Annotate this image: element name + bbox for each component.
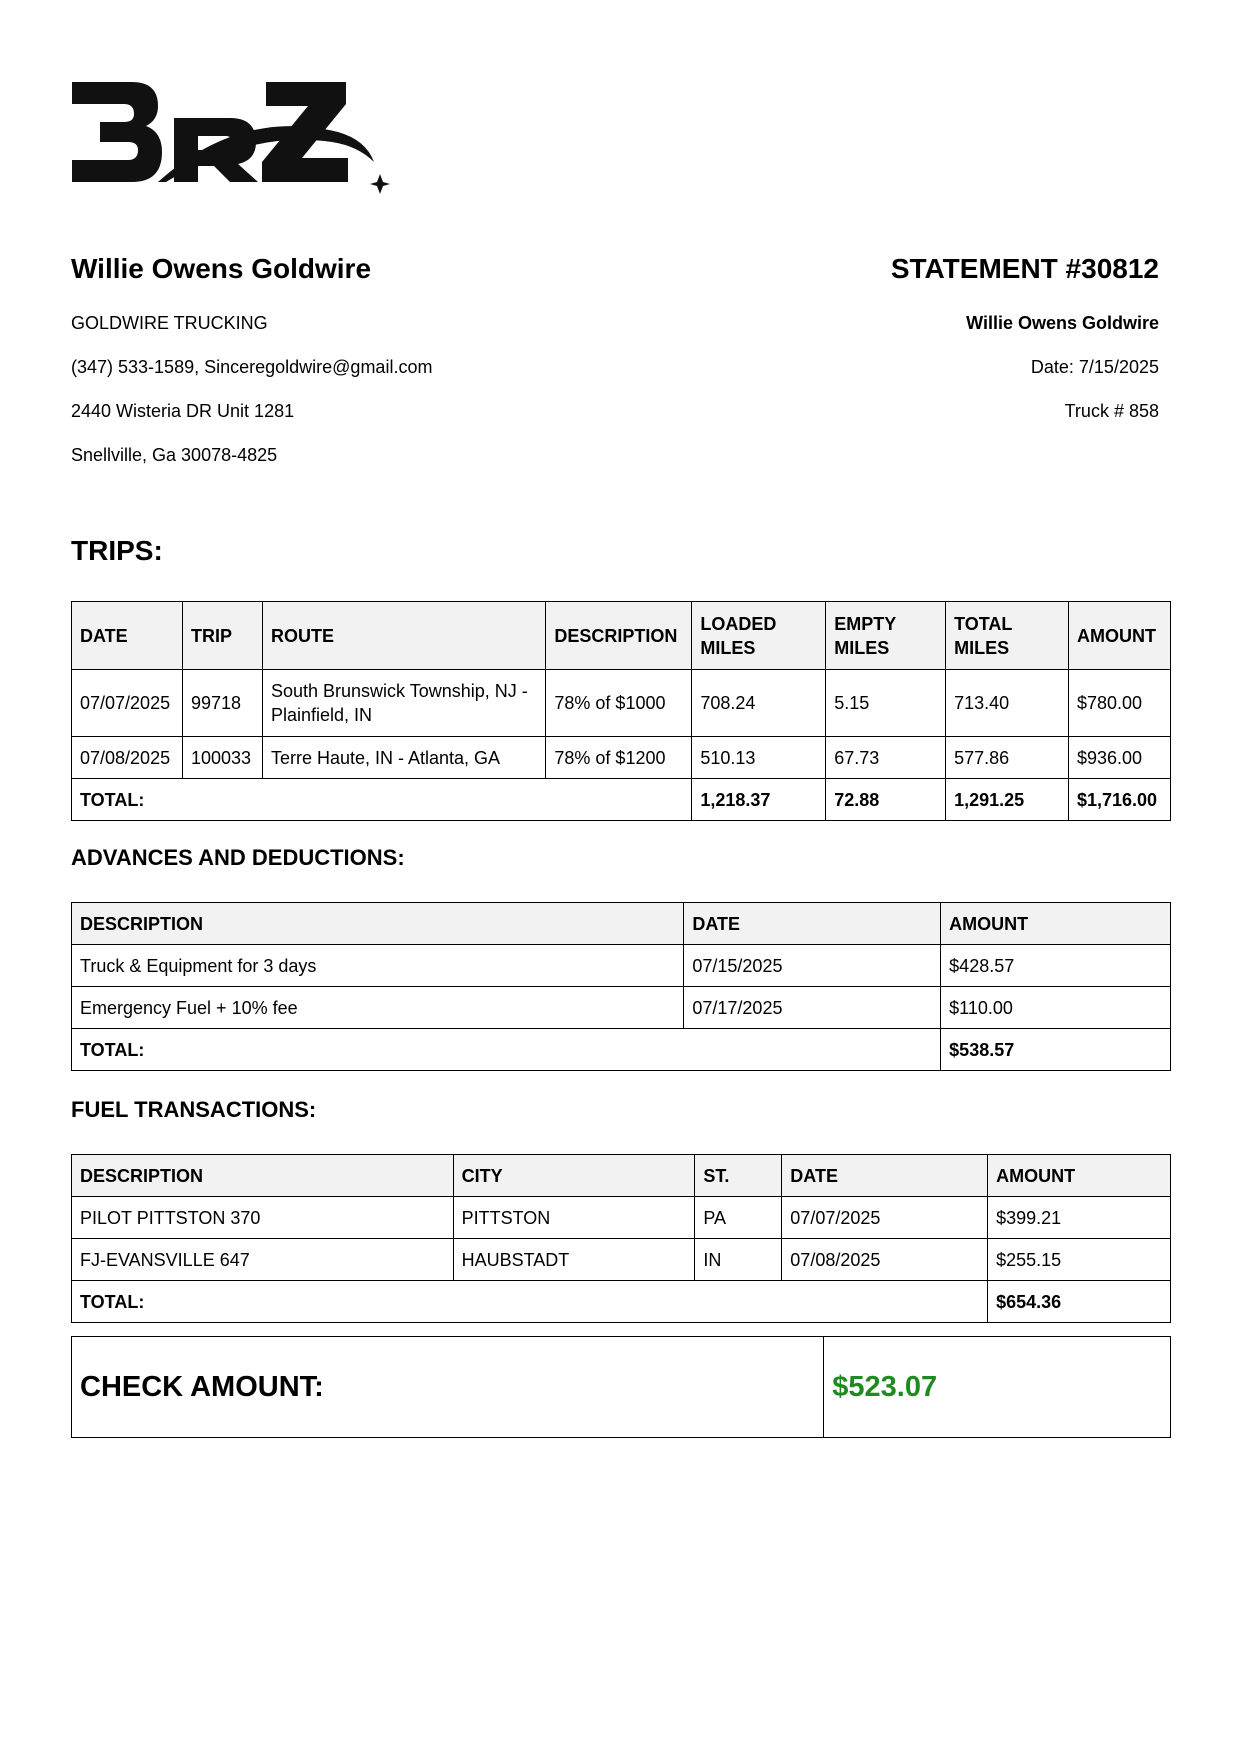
- advance-amount: $428.57: [941, 945, 1171, 987]
- fuel-description: FJ-EVANSVILLE 647: [72, 1239, 454, 1281]
- total-amount: $538.57: [941, 1029, 1171, 1071]
- total-empty-miles: 72.88: [826, 779, 946, 821]
- header-date: DATE: [684, 903, 941, 945]
- statement-title: STATEMENT #30812: [890, 253, 1159, 284]
- trip-route: South Brunswick Township, NJ - Plainfield, IN: [262, 670, 545, 737]
- advance-date: 07/17/2025: [684, 987, 941, 1029]
- table-row: [72, 1239, 1171, 1281]
- table-row: [72, 670, 1171, 737]
- total-amount: $1,716.00: [1068, 779, 1170, 821]
- check-amount-value: $523.07: [824, 1337, 1171, 1438]
- header-loaded-miles: LOADED MILES: [692, 602, 826, 670]
- advances-table: [71, 902, 1171, 1071]
- total-row: [72, 779, 1171, 821]
- header-description: DESCRIPTION: [72, 1155, 454, 1197]
- header-amount: AMOUNT: [1068, 602, 1170, 670]
- table-row: [72, 1197, 1171, 1239]
- check-row: [72, 1337, 1171, 1438]
- statement-recipient: Willie Owens Goldwire: [966, 313, 1159, 333]
- trip-empty-miles: 67.73: [826, 737, 946, 779]
- trip-total-miles: 577.86: [946, 737, 1069, 779]
- total-row: [72, 1281, 1171, 1323]
- advance-date: 07/15/2025: [684, 945, 941, 987]
- header-trip: TRIP: [182, 602, 262, 670]
- table-row: [72, 987, 1171, 1029]
- statement-info: [599, 252, 1159, 422]
- fuel-city: PITTSTON: [453, 1197, 695, 1239]
- address-line1: 2440 Wisteria DR Unit 1281: [71, 401, 295, 421]
- company-info: [71, 252, 631, 466]
- header-state: ST.: [695, 1155, 782, 1197]
- table-row: [72, 737, 1171, 779]
- trip-number: 99718: [182, 670, 262, 737]
- advances-title: ADVANCES AND DEDUCTIONS:: [71, 845, 405, 870]
- fuel-city: HAUBSTADT: [453, 1239, 695, 1281]
- total-label: TOTAL:: [72, 1281, 988, 1323]
- total-label: TOTAL:: [72, 1029, 941, 1071]
- fuel-state: IN: [695, 1239, 782, 1281]
- contact-info: (347) 533-1589, Sinceregoldwire@gmail.com: [71, 357, 433, 377]
- advance-amount: $110.00: [941, 987, 1171, 1029]
- trip-amount: $780.00: [1068, 670, 1170, 737]
- trip-route: Terre Haute, IN - Atlanta, GA: [262, 737, 545, 779]
- table-row: [72, 945, 1171, 987]
- trip-number: 100033: [182, 737, 262, 779]
- header-description: DESCRIPTION: [72, 903, 684, 945]
- header-city: CITY: [453, 1155, 695, 1197]
- total-amount: $654.36: [988, 1281, 1171, 1323]
- trip-description: 78% of $1000: [546, 670, 692, 737]
- advance-description: Truck & Equipment for 3 days: [72, 945, 684, 987]
- check-amount-table: [71, 1336, 1171, 1438]
- trip-description: 78% of $1200: [546, 737, 692, 779]
- trip-date: 07/07/2025: [72, 670, 183, 737]
- total-total-miles: 1,291.25: [946, 779, 1069, 821]
- header-total-miles: TOTAL MILES: [946, 602, 1069, 670]
- total-label: TOTAL:: [72, 779, 692, 821]
- header-route: ROUTE: [262, 602, 545, 670]
- table-header-row: [72, 1155, 1171, 1197]
- header-description: DESCRIPTION: [546, 602, 692, 670]
- fuel-date: 07/07/2025: [782, 1197, 988, 1239]
- table-header-row: [72, 602, 1171, 670]
- business-name: GOLDWIRE TRUCKING: [71, 313, 268, 333]
- fuel-amount: $399.21: [988, 1197, 1171, 1239]
- fuel-state: PA: [695, 1197, 782, 1239]
- trip-total-miles: 713.40: [946, 670, 1069, 737]
- statement-date: Date: 7/15/2025: [1030, 357, 1159, 377]
- header-empty-miles: EMPTY MILES: [826, 602, 946, 670]
- trips-table: [71, 601, 1171, 821]
- truck-number: Truck # 858: [1064, 401, 1159, 421]
- fuel-table: [71, 1154, 1171, 1323]
- total-row: [72, 1029, 1171, 1071]
- fuel-amount: $255.15: [988, 1239, 1171, 1281]
- trips-title: TRIPS:: [71, 535, 163, 566]
- address-line2: Snellville, Ga 30078-4825: [71, 445, 278, 465]
- advance-description: Emergency Fuel + 10% fee: [72, 987, 684, 1029]
- check-amount-label: CHECK AMOUNT:: [72, 1337, 824, 1438]
- trip-amount: $936.00: [1068, 737, 1170, 779]
- fuel-description: PILOT PITTSTON 370: [72, 1197, 454, 1239]
- owner-name: Willie Owens Goldwire: [71, 253, 372, 284]
- header-date: DATE: [782, 1155, 988, 1197]
- trip-loaded-miles: 510.13: [692, 737, 826, 779]
- header-date: DATE: [72, 602, 183, 670]
- trip-date: 07/08/2025: [72, 737, 183, 779]
- header-amount: AMOUNT: [941, 903, 1171, 945]
- header-amount: AMOUNT: [988, 1155, 1171, 1197]
- trip-empty-miles: 5.15: [826, 670, 946, 737]
- trip-loaded-miles: 708.24: [692, 670, 826, 737]
- company-logo: [70, 78, 390, 198]
- fuel-title: FUEL TRANSACTIONS:: [71, 1097, 317, 1122]
- table-header-row: [72, 903, 1171, 945]
- fuel-date: 07/08/2025: [782, 1239, 988, 1281]
- total-loaded-miles: 1,218.37: [692, 779, 826, 821]
